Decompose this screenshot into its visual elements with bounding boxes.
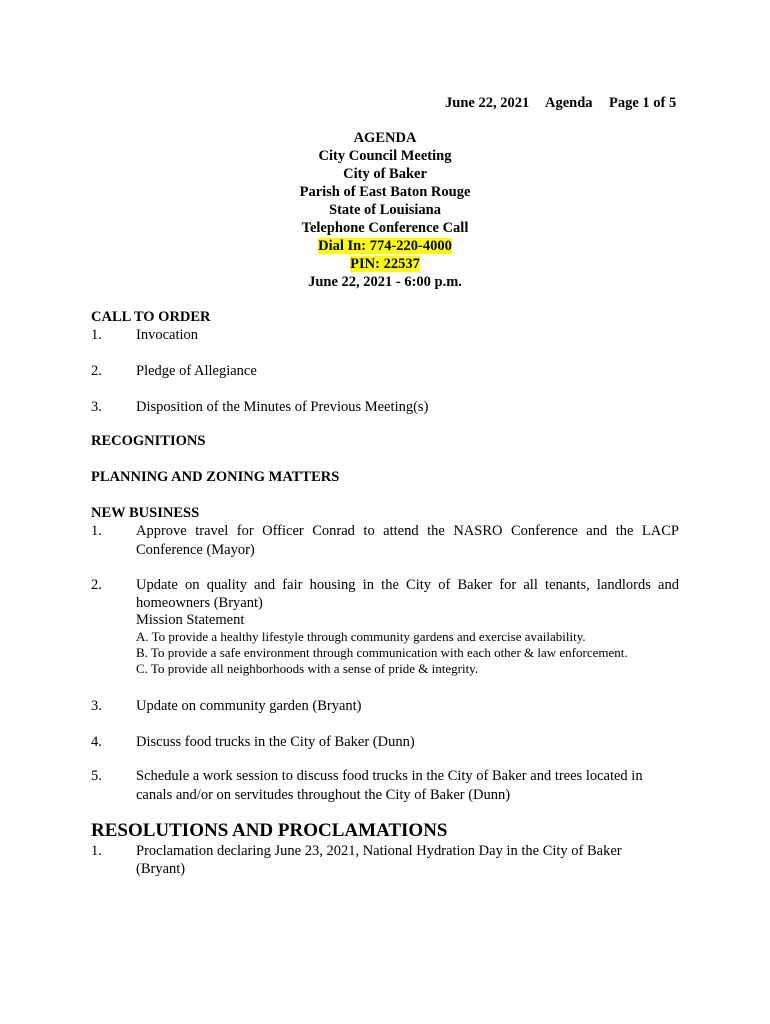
nb-item-number: 1. xyxy=(91,523,102,539)
nb-item-number: 4. xyxy=(91,734,102,750)
nb-item-housing-line2: homeowners (Bryant) xyxy=(136,595,263,611)
header-date: June 22, 2021 xyxy=(445,95,530,111)
res-item-number: 1. xyxy=(91,843,102,859)
mission-item-c: C. To provide all neighborhoods with a sense of pride & integrity. xyxy=(136,661,479,676)
mission-statement-label: Mission Statement xyxy=(136,612,245,628)
nb-item-work-session-line2: canals and/or on servitudes throughout the City of Baker (Dunn) xyxy=(136,787,511,803)
mission-item-b: B. To provide a safe environment through communication with each other & law enforcement. xyxy=(136,645,628,660)
recognitions-heading: RECOGNITIONS xyxy=(91,433,206,449)
resolutions-heading: RESOLUTIONS AND PROCLAMATIONS xyxy=(91,820,448,841)
title-agenda: AGENDA xyxy=(353,130,417,146)
dial-in-row xyxy=(0,237,770,255)
nb-item-travel-line2: Conference (Mayor) xyxy=(136,542,255,558)
title-conference-call: Telephone Conference Call xyxy=(301,220,469,236)
mission-item-a: A. To provide a healthy lifestyle through community gardens and exercise availability. xyxy=(136,629,586,644)
nb-item-garden: Update on community garden (Bryant) xyxy=(136,698,362,714)
call-item-number: 3. xyxy=(91,399,102,415)
header-agenda: Agenda xyxy=(545,95,593,111)
call-item-pledge: Pledge of Allegiance xyxy=(136,363,257,379)
header-page-number: Page 1 of 5 xyxy=(609,95,677,111)
call-to-order-heading: CALL TO ORDER xyxy=(91,309,211,325)
title-city: City of Baker xyxy=(343,166,427,182)
nb-item-number: 3. xyxy=(91,698,102,714)
title-state: State of Louisiana xyxy=(329,202,441,218)
res-item-hydration-line2: (Bryant) xyxy=(136,861,186,877)
res-item-hydration-line1: Proclamation declaring June 23, 2021, National Hydration Day in the City of Baker xyxy=(136,843,622,859)
pin-number: PIN: 22537 xyxy=(350,256,420,272)
nb-item-number: 2. xyxy=(91,577,102,593)
call-item-minutes: Disposition of the Minutes of Previous Meeting(s) xyxy=(136,399,429,415)
new-business-heading: NEW BUSINESS xyxy=(91,505,200,521)
nb-item-travel-line1: Approve travel for Officer Conrad to attend the NASRO Conference and the LACP xyxy=(136,523,679,539)
planning-zoning-heading: PLANNING AND ZONING MATTERS xyxy=(91,469,340,485)
title-parish: Parish of East Baton Rouge xyxy=(299,184,471,200)
nb-item-housing-line1: Update on quality and fair housing in the City of Baker for all tenants, landlords and xyxy=(136,577,679,593)
nb-item-number: 5. xyxy=(91,768,102,784)
nb-item-work-session-line1: Schedule a work session to discuss food trucks in the City of Baker and trees located in xyxy=(136,768,643,784)
title-meeting: City Council Meeting xyxy=(318,148,452,164)
call-item-invocation: Invocation xyxy=(136,327,199,343)
call-item-number: 2. xyxy=(91,363,102,379)
call-item-number: 1. xyxy=(91,327,102,343)
dial-in-number: Dial In: 774-220-4000 xyxy=(318,238,452,254)
nb-item-food-trucks: Discuss food trucks in the City of Baker (Dunn) xyxy=(136,734,415,750)
pin-row xyxy=(0,255,770,273)
meeting-datetime: June 22, 2021 - 6:00 p.m. xyxy=(308,274,462,290)
